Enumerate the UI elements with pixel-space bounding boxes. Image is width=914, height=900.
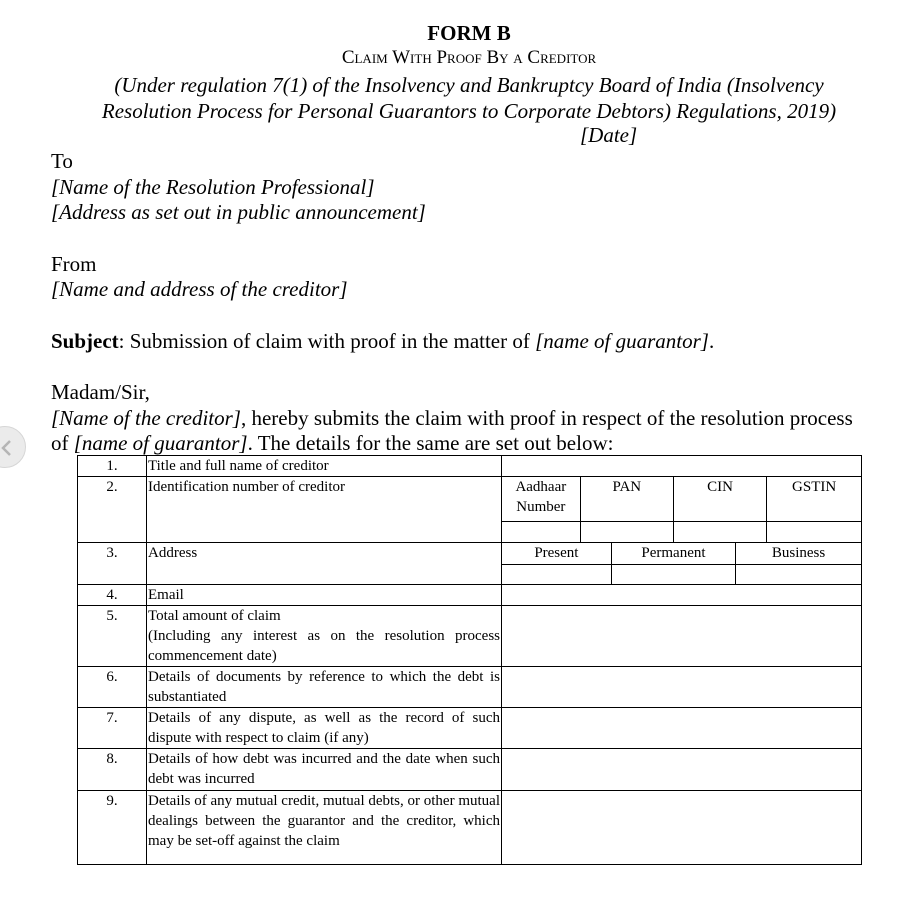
regulation-line-1: (Under regulation 7(1) of the Insolvency and Bankruptcy Board of India (Insolvency	[114, 73, 824, 97]
row-number: 6.	[78, 667, 147, 708]
regulation-reference	[0, 72, 914, 124]
address-subtable	[502, 543, 861, 584]
mutual-dealings-value[interactable]	[502, 791, 862, 865]
row-label-main: Total amount of claim	[148, 608, 281, 624]
creditor-placeholder: [Name of the creditor]	[51, 406, 241, 430]
address-cell	[502, 543, 862, 585]
id-header-aadhaar: Aadhaar Number	[502, 477, 580, 521]
date-placeholder: [Date]	[580, 123, 638, 147]
documents-value[interactable]	[502, 667, 862, 708]
debt-incurred-value[interactable]	[502, 749, 862, 791]
row-label: Details of any dispute, as well as the record of such dispute with respect to claim (if any)	[147, 708, 502, 749]
creditor-name-value[interactable]	[502, 456, 862, 477]
form-title: FORM B	[427, 21, 511, 45]
aadhaar-value[interactable]	[502, 521, 580, 542]
cin-value[interactable]	[673, 521, 766, 542]
identification-cell	[502, 477, 862, 543]
chevron-left-icon	[0, 439, 12, 457]
body-text-1: , hereby submits the claim with proof in respect of the resolution process	[240, 406, 853, 430]
permanent-address-value[interactable]	[611, 564, 735, 584]
table-row	[78, 749, 862, 791]
pan-value[interactable]	[580, 521, 673, 542]
table-row	[78, 543, 862, 585]
dispute-value[interactable]	[502, 708, 862, 749]
table-row	[78, 456, 862, 477]
body-prefix-2: of	[51, 431, 74, 455]
address-header-business: Business	[736, 543, 861, 564]
resolution-professional-name: [Name of the Resolution Professional]	[51, 175, 375, 199]
row-label: Email	[147, 585, 502, 606]
claim-details-table	[77, 455, 862, 865]
body-line-1	[51, 406, 853, 431]
row-label: Details of documents by reference to which the debt is substantiated	[147, 667, 502, 708]
row-number: 9.	[78, 791, 147, 865]
guarantor-placeholder: [name of guarantor]	[73, 431, 248, 455]
table-row	[78, 606, 862, 667]
row-number: 7.	[78, 708, 147, 749]
subject-line	[51, 329, 714, 354]
address-header-present: Present	[502, 543, 611, 564]
subject-text: : Submission of claim with proof in the matter of	[118, 329, 536, 353]
regulation-line-2: Resolution Process for Personal Guarantors to Corporate Debtors) Regulations, 2019)	[101, 99, 837, 123]
salutation: Madam/Sir,	[51, 380, 150, 404]
body-text-2: . The details for the same are set out below:	[247, 431, 614, 455]
id-header-cin: CIN	[673, 477, 766, 521]
table-row	[78, 585, 862, 606]
id-header-pan: PAN	[580, 477, 673, 521]
row-label: Identification number of creditor	[147, 477, 502, 543]
subject-label: Subject	[51, 329, 119, 353]
row-number: 2.	[78, 477, 147, 543]
row-label: Details of how debt was incurred and the date when such debt was incurred	[147, 749, 502, 791]
table-row	[78, 708, 862, 749]
back-button[interactable]	[0, 426, 26, 468]
subject-guarantor-placeholder: [name of guarantor]	[535, 329, 709, 353]
row-label-note: (Including any interest as on the resolution process commencement date)	[148, 628, 500, 664]
address-header-permanent: Permanent	[611, 543, 735, 564]
email-value[interactable]	[502, 585, 862, 606]
business-address-value[interactable]	[736, 564, 861, 584]
row-number: 3.	[78, 543, 147, 585]
from-label: From	[51, 252, 97, 276]
table-row	[78, 477, 862, 543]
present-address-value[interactable]	[502, 564, 611, 584]
table-row	[78, 667, 862, 708]
form-subtitle: Claim With Proof By a Creditor	[341, 47, 597, 68]
row-number: 4.	[78, 585, 147, 606]
row-label: Title and full name of creditor	[147, 456, 502, 477]
creditor-name-address: [Name and address of the creditor]	[51, 277, 348, 301]
gstin-value[interactable]	[767, 521, 861, 542]
subject-end: .	[708, 329, 715, 353]
row-label: Address	[147, 543, 502, 585]
resolution-professional-address: [Address as set out in public announcement]	[51, 200, 426, 224]
row-label: Details of any mutual credit, mutual debts, or other mutual dealings between the guarantor and the creditor, which may be set-off against the claim	[147, 791, 502, 865]
id-header-gstin: GSTIN	[767, 477, 861, 521]
row-number: 8.	[78, 749, 147, 791]
row-number: 5.	[78, 606, 147, 667]
claim-amount-value[interactable]	[502, 606, 862, 667]
to-label: To	[51, 149, 73, 173]
identification-subtable	[502, 477, 861, 542]
row-label	[147, 606, 502, 667]
body-line-2	[51, 431, 613, 456]
row-number: 1.	[78, 456, 147, 477]
table-row	[78, 791, 862, 865]
